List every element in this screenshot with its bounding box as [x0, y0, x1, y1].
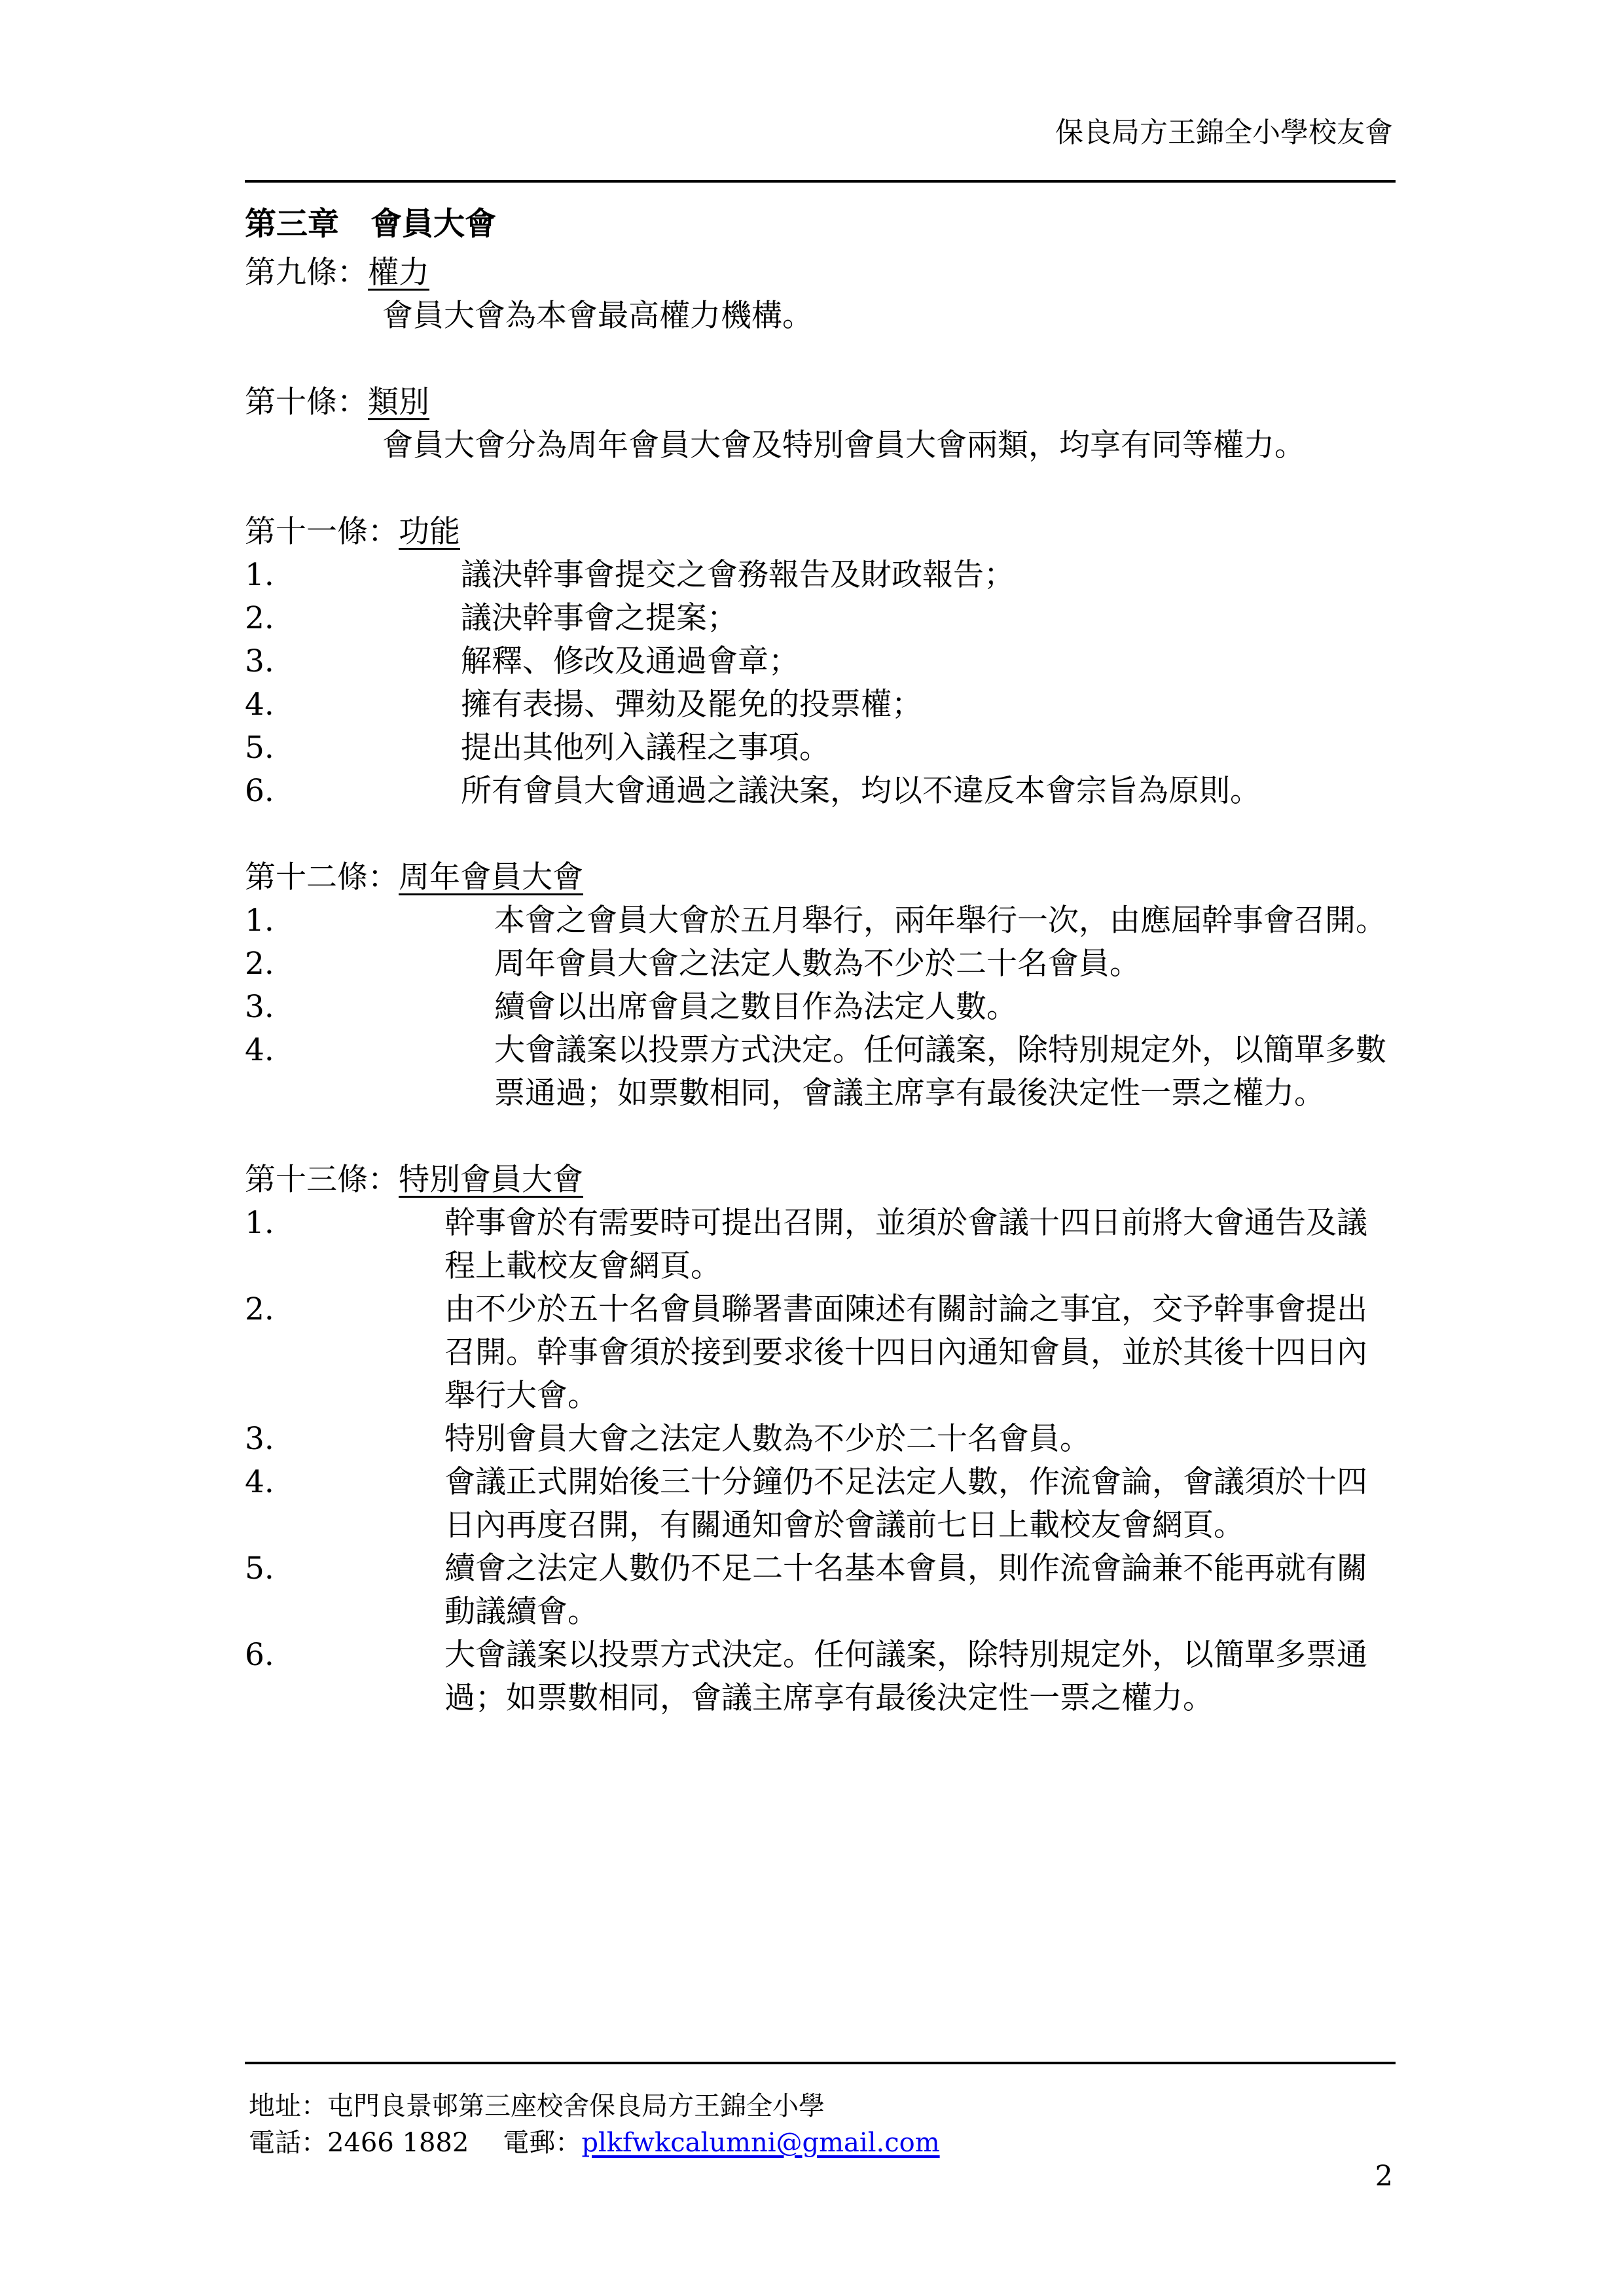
item-number: 6.	[245, 1637, 274, 1673]
spacer	[245, 1115, 1396, 1158]
page-number: 2	[1375, 2160, 1393, 2193]
footer-divider	[245, 2062, 1396, 2064]
item-text: 特別會員大會之法定人數為不少於二十名會員。	[444, 1421, 1091, 1457]
list-item	[245, 683, 1396, 726]
item-text: 所有會員大會通過之議決案，均以不違反本會宗旨為原則。	[461, 773, 1261, 809]
list-item	[245, 942, 1396, 986]
phone-number: 2466 1882	[327, 2128, 469, 2158]
article-item-list	[245, 899, 1396, 1115]
item-number: 4.	[245, 1032, 274, 1068]
item-text: 解釋、修改及通過會章；	[461, 643, 799, 679]
item-number: 1.	[245, 903, 274, 939]
item-text: 周年會員大會之法定人數為不少於二十名會員。	[494, 946, 1140, 982]
item-number: 2.	[245, 1291, 274, 1327]
spacer	[245, 813, 1396, 856]
article-10	[245, 381, 1396, 467]
article-title: 類別	[368, 384, 429, 420]
article-title: 周年會員大會	[399, 859, 583, 895]
article-item-list	[245, 1202, 1396, 1720]
article-label: 第十條：	[245, 384, 368, 420]
header-divider	[245, 180, 1396, 183]
article-title: 權力	[368, 255, 429, 291]
list-item	[245, 1288, 1396, 1418]
article-12	[245, 856, 1396, 1115]
article-heading	[245, 511, 1396, 554]
header-organization: 保良局方王錦全小學校友會	[1055, 117, 1393, 149]
article-heading	[245, 251, 1396, 295]
list-item	[245, 1461, 1396, 1547]
list-item	[245, 1202, 1396, 1288]
email-label: 電郵：	[503, 2128, 582, 2158]
item-number: 3.	[245, 989, 274, 1025]
article-heading	[245, 1158, 1396, 1202]
email-link[interactable]: plkfwkcalumni@gmail.com	[581, 2128, 940, 2158]
list-item	[245, 726, 1396, 770]
item-text: 幹事會於有需要時可提出召開，並須於會議十四日前將大會通告及議程上載校友會網頁。	[444, 1205, 1367, 1284]
article-title: 功能	[399, 514, 460, 550]
item-text: 大會議案以投票方式決定。任何議案，除特別規定外，以簡單多票通過；如票數相同，會議主席享有最後決定性一票之權力。	[444, 1637, 1367, 1716]
list-item	[245, 1634, 1396, 1720]
item-text: 大會議案以投票方式決定。任何議案，除特別規定外，以簡單多數票通過；如票數相同，會議主席享有最後決定性一票之權力。	[494, 1032, 1386, 1111]
item-text: 續會之法定人數仍不足二十名基本會員，則作流會論兼不能再就有關動議續會。	[444, 1551, 1367, 1630]
article-item-list	[245, 554, 1396, 813]
footer	[249, 2088, 940, 2161]
article-label: 第十三條：	[245, 1162, 399, 1198]
article-13	[245, 1158, 1396, 1720]
spacer	[245, 467, 1396, 511]
item-text: 擁有表揚、彈劾及罷免的投票權；	[461, 687, 922, 723]
article-body: 會員大會分為周年會員大會及特別會員大會兩類，均享有同等權力。	[382, 427, 1305, 463]
footer-contact	[249, 2125, 940, 2161]
article-label: 第十二條：	[245, 859, 399, 895]
footer-address: 地址：屯門良景邨第三座校舍保良局方王錦全小學	[249, 2091, 825, 2121]
list-item	[245, 597, 1396, 640]
article-label: 第九條：	[245, 255, 368, 291]
item-text: 議決幹事會之提案；	[461, 600, 738, 636]
article-heading	[245, 381, 1396, 424]
article-title: 特別會員大會	[399, 1162, 583, 1198]
item-number: 4.	[245, 687, 274, 723]
article-heading	[245, 856, 1396, 899]
list-item	[245, 770, 1396, 813]
item-number: 3.	[245, 1421, 274, 1457]
item-number: 6.	[245, 773, 274, 809]
list-item	[245, 1029, 1396, 1115]
item-text: 本會之會員大會於五月舉行，兩年舉行一次，由應屆幹事會召開。	[494, 903, 1386, 939]
article-body: 會員大會為本會最高權力機構。	[382, 298, 813, 334]
document-body	[245, 196, 1396, 1720]
item-number: 1.	[245, 1205, 274, 1241]
item-text: 提出其他列入議程之事項。	[461, 730, 830, 766]
list-item	[245, 1418, 1396, 1461]
list-item	[245, 640, 1396, 683]
item-text: 會議正式開始後三十分鐘仍不足法定人數，作流會論，會議須於十四日內再度召開，有關通知會於會議前七日上載校友會網頁。	[444, 1464, 1367, 1543]
item-number: 5.	[245, 1551, 274, 1587]
item-text: 由不少於五十名會員聯署書面陳述有關討論之事宜，交予幹事會提出召開。幹事會須於接到要求後十四日內通知會員，並於其後十四日內舉行大會。	[444, 1291, 1367, 1414]
item-number: 5.	[245, 730, 274, 766]
article-label: 第十一條：	[245, 514, 399, 550]
list-item	[245, 986, 1396, 1029]
phone-label: 電話：	[249, 2128, 327, 2158]
item-text: 續會以出席會員之數目作為法定人數。	[494, 989, 1017, 1025]
chapter-title: 第三章 會員大會	[245, 206, 497, 242]
list-item	[245, 554, 1396, 597]
item-number: 2.	[245, 946, 274, 982]
list-item	[245, 1547, 1396, 1634]
item-number: 2.	[245, 600, 274, 636]
spacer	[245, 338, 1396, 381]
item-number: 4.	[245, 1464, 274, 1500]
item-number: 3.	[245, 643, 274, 679]
item-text: 議決幹事會提交之會務報告及財政報告；	[461, 557, 1015, 593]
article-11	[245, 511, 1396, 813]
article-9	[245, 251, 1396, 338]
item-number: 1.	[245, 557, 274, 593]
list-item	[245, 899, 1396, 942]
